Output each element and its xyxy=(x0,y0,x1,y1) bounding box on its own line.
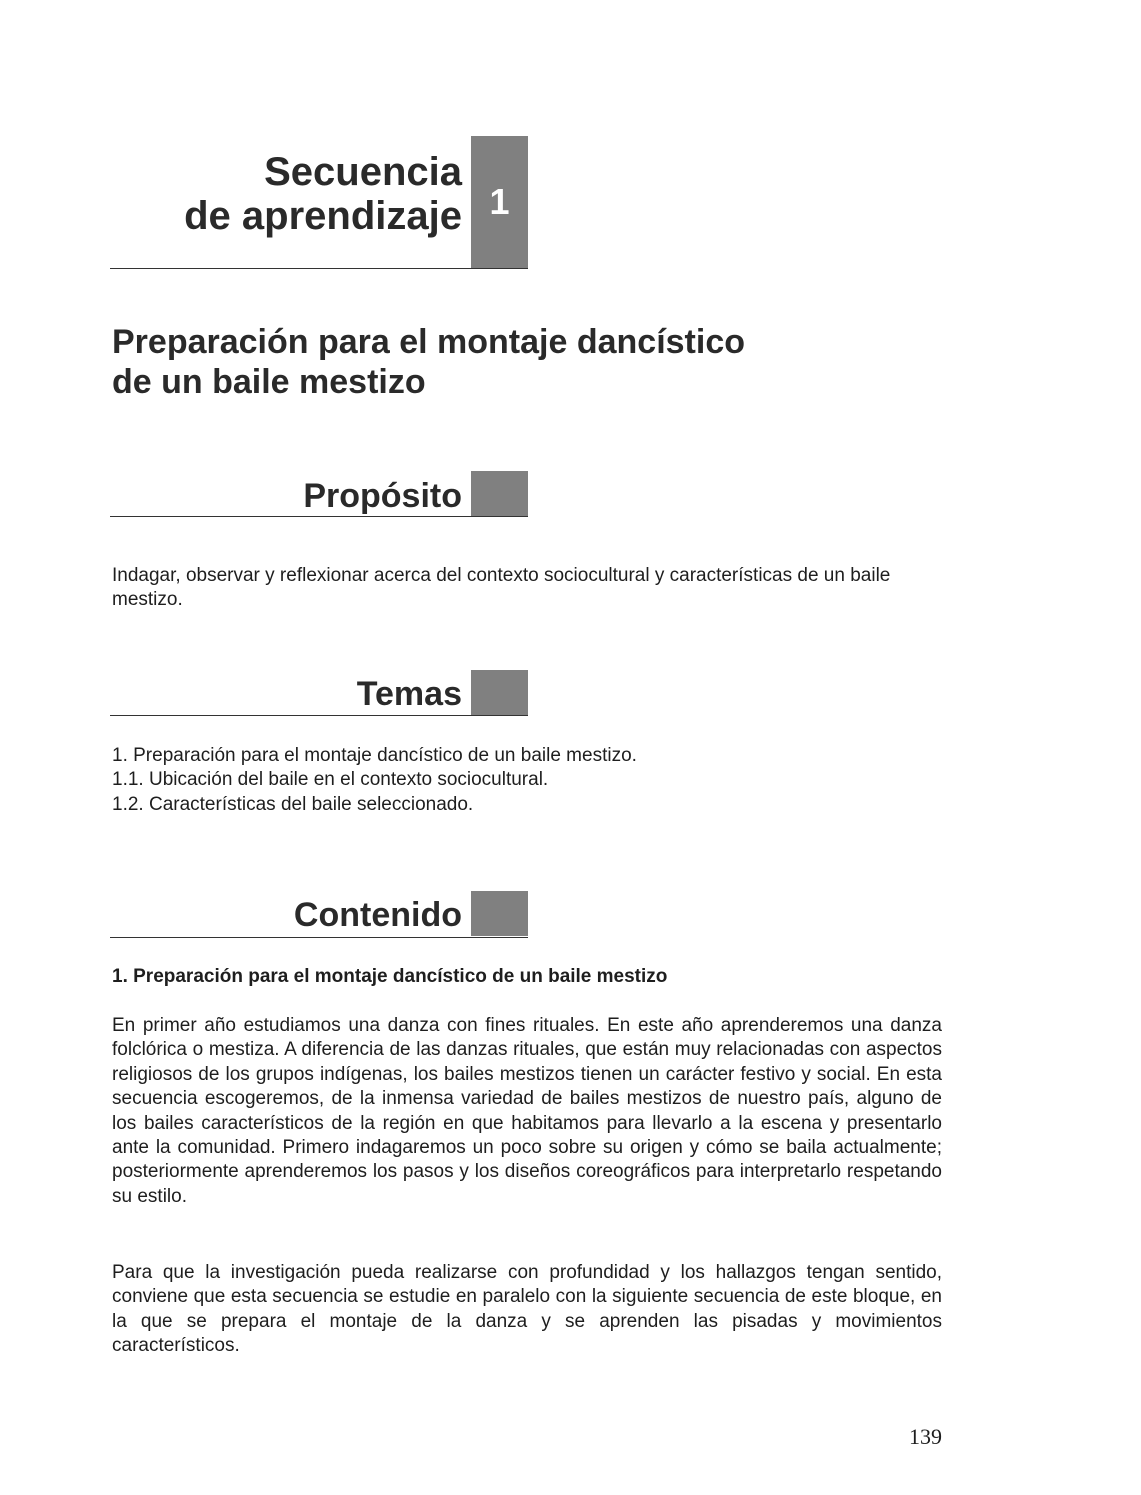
main-title-line1: Preparación para el montaje dancístico xyxy=(112,323,746,361)
content-divider xyxy=(110,937,528,938)
content-subheading: 1. Preparación para el montaje dancístico de un baile mestizo xyxy=(112,966,668,987)
topic-item: 1. Preparación para el montaje dancístico de un baile mestizo. xyxy=(112,745,637,766)
sequence-number: 1 xyxy=(489,181,510,222)
purpose-text: Indagar, observar y reflexionar acerca del contexto sociocultural y características de un baile mestizo. xyxy=(112,565,891,611)
topics-heading-box xyxy=(471,670,528,715)
sequence-number-box xyxy=(471,136,528,268)
purpose-heading: Propósito xyxy=(303,477,462,515)
purpose-heading-box xyxy=(471,471,528,516)
purpose-divider xyxy=(110,516,528,517)
topics-list xyxy=(112,744,912,817)
topic-item: 1.2. Características del baile seleccionado. xyxy=(112,793,474,815)
sequence-title xyxy=(110,150,462,238)
content-heading: Contenido xyxy=(293,896,462,934)
page-number: 139 xyxy=(909,1424,942,1449)
content-paragraph-1: En primer año estudiamos una danza con fines rituales. En este año aprenderemos una danza folclórica o mestiza. A diferencia de las danzas rituales, que están muy relacionadas con aspectos religiosos de los grupos indígenas, los bailes mestizos tienen un carácter festivo y social. En esta secuencia escogeremos, de la inmensa variedad de bailes mestizos de nuestro país, alguno de los bailes característicos de la región en que habitamos para llevarlo a la escena y presentarlo ante la comunidad. Primero indagaremos un poco sobre su origen y cómo se baila actualmente; posteriormente aprenderemos los pasos y los diseños coreográficos para interpretarlo respetando su estilo. xyxy=(112,1015,942,1207)
header-divider xyxy=(110,268,528,269)
topics-heading: Temas xyxy=(356,675,462,713)
content-paragraph-2: Para que la investigación pueda realizarse con profundidad y los hallazgos tengan sentido, conviene que esta secuencia se estudie en paralelo con la siguiente secuencia de este bloque, en la que se prepara el montaje de la danza y se aprenden las pisadas y movimientos característicos. xyxy=(112,1262,942,1357)
main-title xyxy=(112,322,912,402)
main-title-line2: de un baile mestizo xyxy=(112,363,426,401)
sequence-title-line1: Secuencia xyxy=(264,150,462,194)
topic-item: 1.1. Ubicación del baile en el contexto sociocultural. xyxy=(112,769,549,791)
sequence-title-line2: de aprendizaje xyxy=(184,194,462,238)
topics-divider xyxy=(110,715,528,716)
content-heading-box xyxy=(471,891,528,936)
